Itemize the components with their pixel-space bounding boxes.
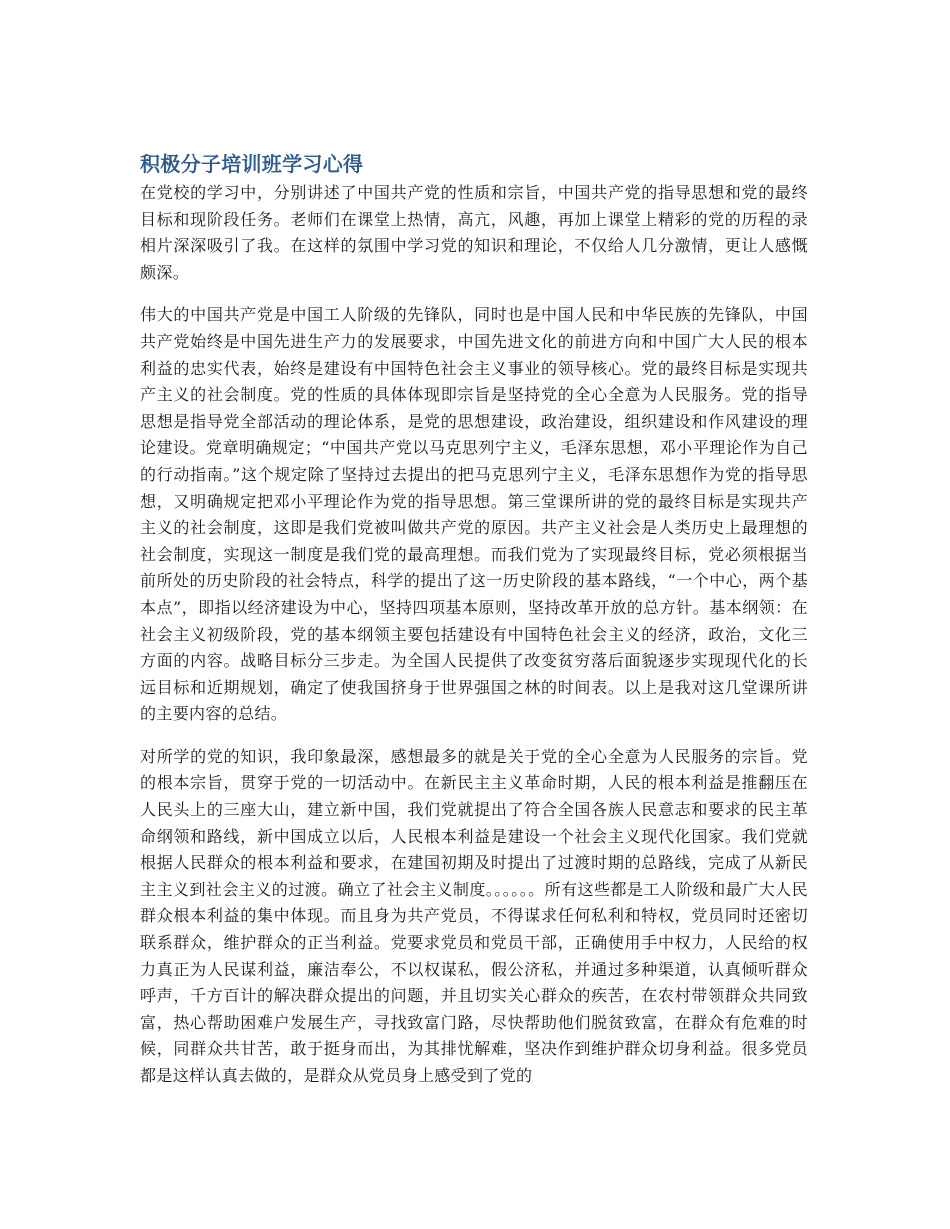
paragraph-party-nature: 伟大的中国共产党是中国工人阶级的先锋队，同时也是中国人民和中华民族的先锋队，中国共产党始终是中国先进生产力的发展要求，中国先进文化的前进方向和中国广大人民的根本利益的忠实代表，始终是建设有中国特色社会主义事业的领导核心。党的最终目标是实现共产主义的社会制度。党的性质的具体体现即宗旨是坚持党的全心全意为人民服务。党的指导思想是指导党全部活动的理论体系，是党的思想建设，政治建设，组织建设和作风建设的理论建设。党章明确规定；“中国共产党以马克思列宁主义，毛泽东思想，邓小平理论作为自己的行动指南。”这个规定除了坚持过去提出的把马克思列宁主义，毛泽东思想作为党的指导思想，又明确规定把邓小平理论作为党的指导思想。第三堂课所讲的党的最终目标是实现共产主义的社会制度，这即是我们党被叫做共产党的原因。共产主义社会是人类历史上最理想的社会制度，实现这一制度是我们党的最高理想。而我们党为了实现最终目标，党必须根据当前所处的历史阶段的社会特点，科学的提出了这一历史阶段的基本路线，“一个中心，两个基本点”，即指以经济建设为中心，坚持四项基本原则，坚持改革开放的总方针。基本纲领：在社会主义初级阶段，党的基本纲领主要包括建设有中国特色社会主义的经济，政治，文化三方面的内容。战略目标分三步走。为全国人民提供了改变贫穷落后面貌逐步实现现代化的长远目标和近期规划，确定了使我国挤身于世界强国之林的时间表。以上是我对这几堂课所讲的主要内容的总结。 [140, 305, 808, 724]
paragraph-intro: 在党校的学习中，分别讲述了中国共产党的性质和宗旨，中国共产党的指导思想和党的最终目标和现阶段任务。老师们在课堂上热情，高亢，风趣，再加上课堂上精彩的党的历程的录相片深深吸引了我。在这样的氛围中学习党的知识和理论，不仅给人几分激情，更让人感慨颇深。 [140, 183, 808, 282]
paragraph-serve-people: 对所学的党的知识，我印象最深，感想最多的就是关于党的全心全意为人民服务的宗旨。党的根本宗旨，贯穿于党的一切活动中。在新民主主义革命时期，人民的根本利益是推翻压在人民头上的三座大山，建立新中国，我们党就提出了符合全国各族人民意志和要求的民主革命纲领和路线，新中国成立以后，人民根本利益是建设一个社会主义现代化国家。我们党就根据人民群众的根本利益和要求，在建国初期及时提出了过渡时期的总路线，完成了从新民主主义到社会主义的过渡。确立了社会主义制度。。。。。。所有这些都是工人阶级和最广大人民群众根本利益的集中体现。而且身为共产党员，不得谋求任何私利和特权，党员同时还密切联系群众，维护群众的正当利益。党要求党员和党员干部，正确使用手中权力，人民给的权力真正为人民谋利益，廉洁奉公，不以权谋私，假公济私，并通过多种渠道，认真倾听群众呼声，千方百计的解决群众提出的问题，并且切实关心群众的疾苦，在农村带领群众共同致富，热心帮助困难户发展生产，寻找致富门路，尽快帮助他们脱贫致富，在群众有危难的时候，同群众共甘苦，敢于挺身而出，为其排忧解难，坚决作到维护群众切身利益。很多党员都是这样认真去做的，是群众从党员身上感受到了党的 [140, 746, 808, 1085]
document-title: 积极分子培训班学习心得 [140, 152, 364, 176]
document-page [140, 150, 808, 1090]
